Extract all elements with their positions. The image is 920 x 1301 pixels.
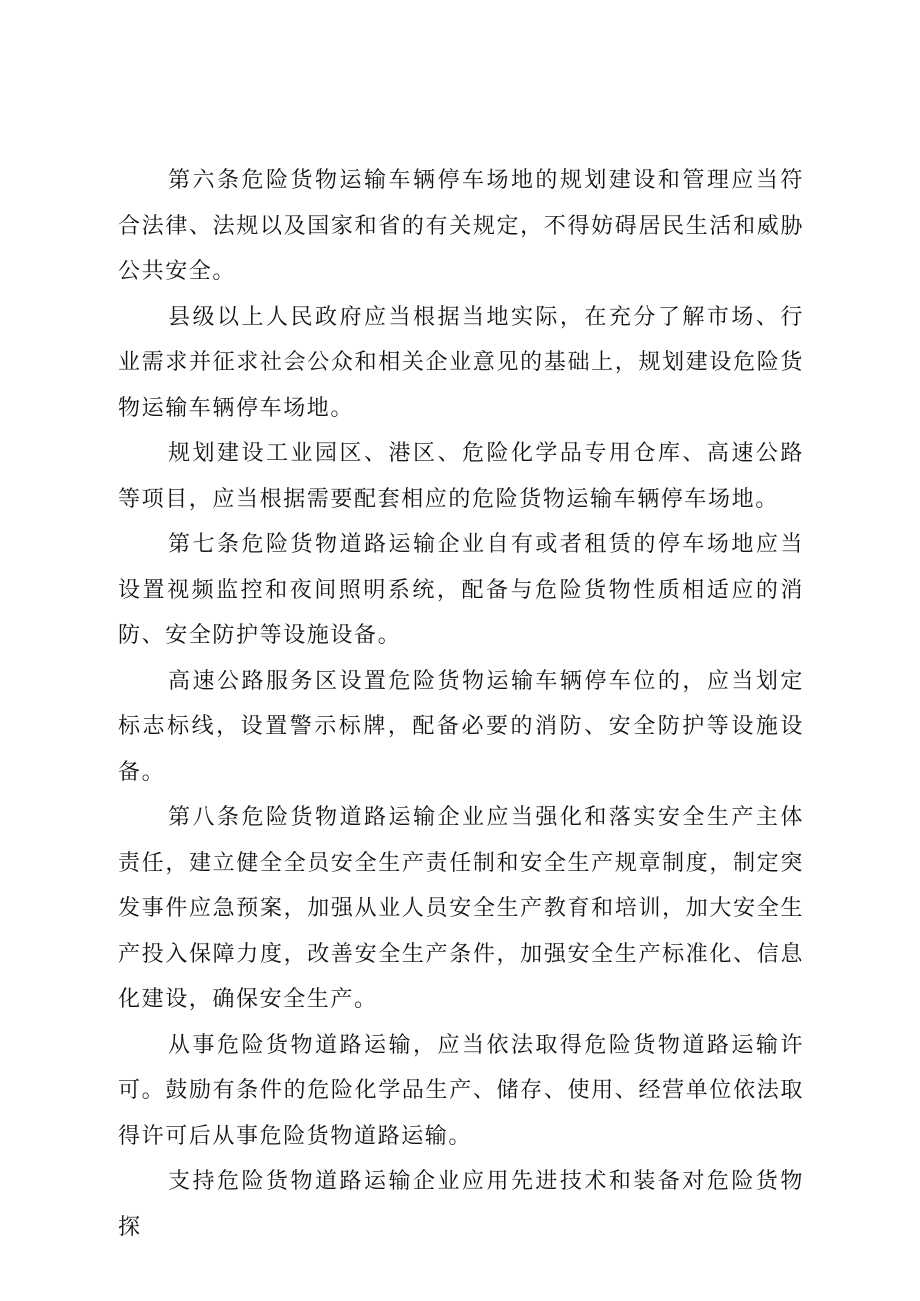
paragraph-article-7: 第七条危险货物道路运输企业自有或者租赁的停车场地应当设置视频监控和夜间照明系统，配备与危险货物性质相适应的消防、安全防护等设施设备。 (118, 532, 804, 648)
paragraph-industrial-parks: 规划建设工业园区、港区、危险化学品专用仓库、高速公路等项目，应当根据需要配套相应的危险货物运输车辆停车场地。 (118, 441, 804, 512)
paragraph-article-6: 第六条危险货物运输车辆停车场地的规划建设和管理应当符合法律、法规以及国家和省的有关规定，不得妨碍居民生活和威胁公共安全。 (118, 168, 804, 284)
paragraph-highway-service-area: 高速公路服务区设置危险货物运输车辆停车位的，应当划定标志标线，设置警示标牌，配备必要的消防、安全防护等设施设备。 (118, 668, 804, 785)
paragraph-transport-license: 从事危险货物道路运输，应当依法取得危险货物道路运输许可。鼓励有条件的危险化学品生产、储存、使用、经营单位依法取得许可后从事危险货物道路运输。 (118, 1032, 804, 1149)
paragraph-article-8: 第八条危险货物道路运输企业应当强化和落实安全生产主体责任，建立健全全员安全生产责任制和安全生产规章制度，制定突发事件应急预案，加强从业人员安全生产教育和培训，加大安全生产投入保障力度，改善安全生产条件，加强安全生产标准化、信息化建设，确保安全生产。 (118, 805, 804, 1012)
paragraph-county-government: 县级以上人民政府应当根据当地实际，在充分了解市场、行业需求并征求社会公众和相关企业意见的基础上，规划建设危险货物运输车辆停车场地。 (118, 304, 804, 421)
paragraph-technology-support: 支持危险货物道路运输企业应用先进技术和装备对危险货物探 (118, 1169, 804, 1240)
document-body (118, 158, 804, 1250)
